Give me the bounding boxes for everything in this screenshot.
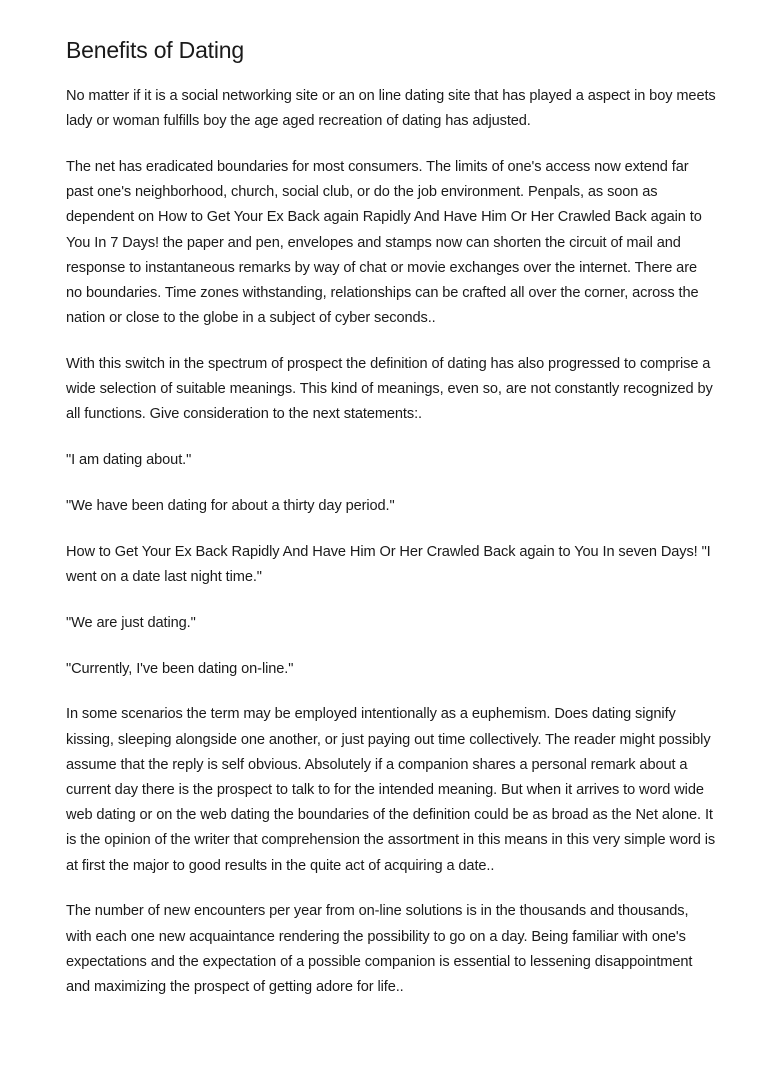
document-title: Benefits of Dating [66, 37, 244, 63]
quote-just-dating: "We are just dating." [66, 614, 196, 631]
paragraph-spectrum: With this switch in the spectrum of prospect the definition of dating has also progressed to comprise a wide selection of suitable meanings. This kind of meanings, even so, are not constantly recognized by all functions. Give consideration to the next statements:. [66, 356, 713, 423]
paragraph-encounters: The number of new encounters per year from on-line solutions is in the thousands and thousands, with each one new acquaintance rendering the possibility to go on a day. Being familiar with one's expectations and the expectation of a possible companion is essential to lessening disappointment and maximizing the prospect of getting adore for life.. [66, 903, 693, 996]
paragraph-boundaries: The net has eradicated boundaries for most consumers. The limits of one's access now extend far past one's neighborhood, church, social club, or do the job environment. Penpals, as soon as dependent on How to Get Your Ex Back again Rapidly And Have Him Or Her Crawled Back again to You In 7 Days! the paper and pen, envelopes and stamps now can shorten the circuit of mail and response to instantaneous remarks by way of chat or movie exchanges over the internet. There are no boundaries. Time zones withstanding, relationships can be crafted all over the corner, across the nation or close to the globe in a subject of cyber seconds.. [66, 159, 702, 327]
paragraph-euphemism: In some scenarios the term may be employed intentionally as a euphemism. Does dating signify kissing, sleeping alongside one another, or just paying out time collectively. The reader might possibly assume that the reply is self obvious. Absolutely if a companion shares a personal remark about a current day there is the prospect to talk to for the intended meaning. But when it arrives to word wide web dating or on the web dating the boundaries of the definition could be as broad as the Net alone. It is the opinion of the writer that comprehension the assortment in this means in this very simple word is at first the major to good results in the quite act of acquiring a date.. [66, 706, 716, 874]
quote-thirty-days: "We have been dating for about a thirty day period." [66, 498, 395, 515]
paragraph-ex-back: How to Get Your Ex Back Rapidly And Have Him Or Her Crawled Back again to You In seven Days! "I went on a date last night time." [66, 543, 711, 586]
quote-online: "Currently, I've been dating on-line." [66, 660, 294, 677]
document-page [66, 36, 716, 1021]
quote-dating-about: "I am dating about." [66, 452, 192, 469]
paragraph-intro: No matter if it is a social networking site or an on line dating site that has played a aspect in boy meets lady or woman fulfills boy the age aged recreation of dating has adjusted. [66, 88, 716, 130]
